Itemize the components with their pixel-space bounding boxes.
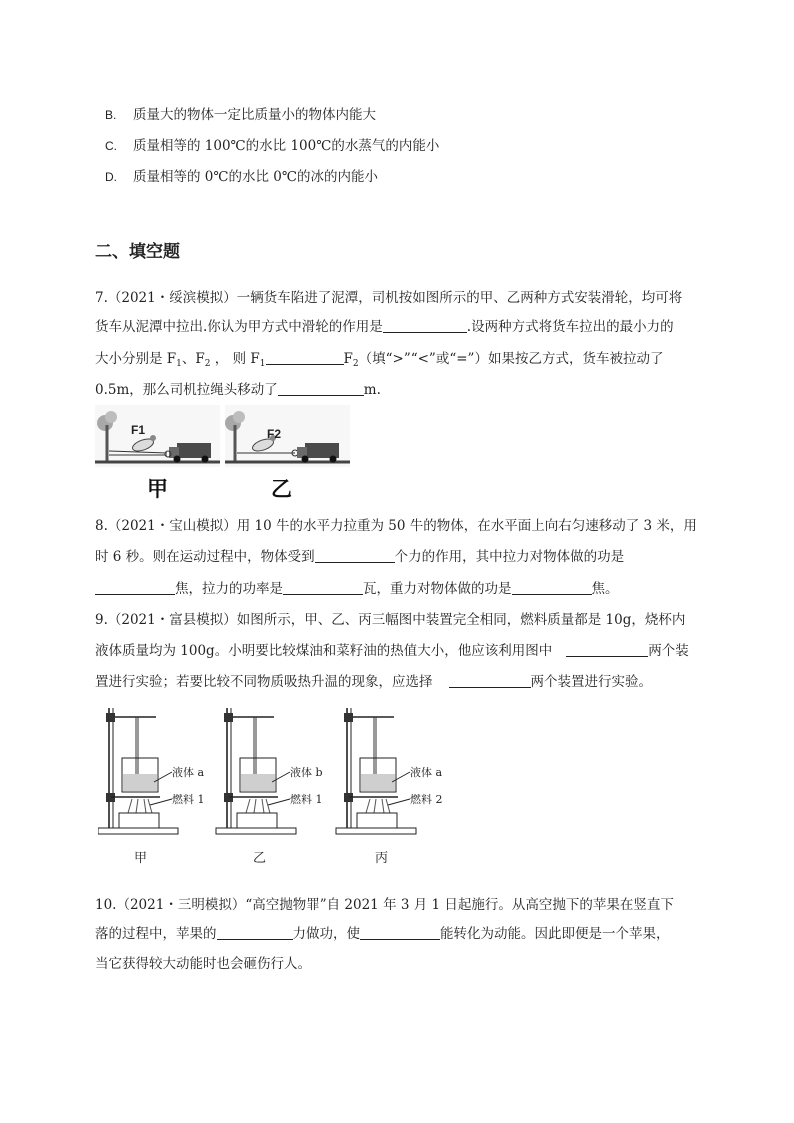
option-text: 质量相等的 100℃的水比 100℃的水蒸气的内能小	[133, 138, 440, 154]
q7-text: 大小分别是 F	[95, 351, 177, 367]
section-title: 二、填空题	[95, 242, 180, 262]
answer-blank[interactable]	[266, 351, 344, 365]
setup-yi	[216, 708, 323, 866]
q9-text: 两个装置进行实验。	[530, 674, 652, 690]
answer-blank[interactable]	[315, 549, 395, 563]
subscript: 2	[204, 359, 211, 369]
figure-caption-yi: 乙	[271, 477, 292, 500]
subscript: 1	[259, 359, 266, 369]
answer-blank[interactable]	[217, 926, 293, 940]
q9-text: 两个装	[648, 643, 689, 659]
option-c	[105, 134, 439, 154]
q10-text: 落的过程中，苹果的	[95, 926, 217, 942]
q8-line-2	[95, 545, 624, 565]
q7-text: F	[343, 351, 353, 367]
q9-text: 置进行实验；若要比较不同物质吸热升温的现象，应选择	[95, 674, 433, 690]
q9-line-2	[95, 639, 689, 659]
answer-blank[interactable]	[95, 581, 175, 595]
q7-line-4	[95, 378, 381, 398]
answer-blank[interactable]	[360, 926, 440, 940]
q10-line-2	[95, 922, 670, 942]
answer-blank[interactable]	[383, 319, 467, 333]
option-d	[105, 165, 378, 185]
pulley-diagram-jia	[95, 405, 220, 467]
q10-text: 能转化为动能。因此即便是一个苹果，	[440, 926, 670, 942]
liquid-label: 液体 b	[290, 766, 323, 779]
q8-text: 焦。	[591, 581, 619, 597]
q8-text: 8.（2021・宝山模拟）用 10 牛的水平力拉重为 50 牛的物体，在水平面上向右匀速移动了 3 米，用	[95, 518, 697, 534]
q7-text: ， 则 F	[210, 351, 260, 367]
q10-text: 10.（2021・三明模拟）“高空抛物罪”自 2021 年 3 月 1 日起施行。从高空抛下的苹果在竖直下	[95, 897, 674, 913]
pulley-diagram-yi	[225, 405, 350, 467]
q7-text: 、F	[181, 351, 205, 367]
answer-blank[interactable]	[283, 581, 363, 595]
q9-text: 9.（2021・富县模拟）如图所示，甲、乙、丙三幅图中装置完全相同，燃料质量都是 10g，烧杯内	[95, 612, 686, 628]
option-text: 质量相等的 0℃的水比 0℃的冰的内能小	[133, 169, 378, 185]
q7-figure	[95, 405, 360, 500]
q7-line-1	[95, 286, 682, 306]
option-label: D.	[105, 170, 117, 184]
q8-text: 瓦，重力对物体做的功是	[363, 581, 512, 597]
figure-caption-jia: 甲	[147, 477, 168, 500]
answer-blank[interactable]	[512, 581, 592, 595]
option-label: B.	[105, 108, 117, 122]
force-label-f2: F2	[267, 427, 282, 441]
q10-line-1	[95, 893, 674, 913]
option-label: C.	[105, 139, 117, 153]
q7-line-3	[95, 347, 663, 369]
q10-text: 力做功，使	[292, 926, 360, 942]
force-label-f1: F1	[131, 423, 146, 437]
q8-text: 个力的作用，其中拉力对物体做的功是	[394, 549, 625, 565]
q9-line-1	[95, 608, 685, 628]
setup-jia	[98, 708, 205, 866]
q9-text: 液体质量均为 100g。小明要比较煤油和菜籽油的热值大小，他应该利用图中	[95, 643, 553, 659]
fuel-label: 燃料 2	[410, 793, 443, 806]
q8-line-1	[95, 514, 697, 534]
q7-text: m.	[363, 382, 381, 398]
subscript: 1	[176, 359, 182, 369]
setup-caption: 甲	[134, 851, 148, 866]
q8-text: 焦，拉力的功率是	[175, 581, 283, 597]
liquid-label: 液体 a	[410, 766, 443, 779]
q8-text: 时 6 秒。则在运动过程中，物体受到	[95, 549, 315, 565]
option-b	[105, 103, 376, 123]
q7-text: 7.（2021・绥滨模拟）一辆货车陷进了泥潭，司机按如图所示的甲、乙两种方式安装滑轮，均可将	[95, 290, 683, 306]
liquid-label: 液体 a	[172, 766, 205, 779]
answer-blank[interactable]	[566, 643, 648, 657]
q10-line-3	[95, 952, 311, 972]
answer-blank[interactable]	[278, 382, 364, 396]
q7-text: 货车从泥潭中拉出.你认为甲方式中滑轮的作用是	[95, 319, 383, 335]
q9-figure	[98, 700, 458, 868]
q7-text: （填“>”“<”或“=”）如果按乙方式，货车被拉动了	[358, 351, 664, 367]
fuel-label: 燃料 1	[290, 793, 323, 806]
setup-caption: 乙	[253, 851, 267, 866]
option-text: 质量大的物体一定比质量小的物体内能大	[133, 107, 376, 123]
q10-text: 当它获得较大动能时也会砸伤行人。	[95, 956, 311, 972]
answer-blank[interactable]	[449, 674, 531, 688]
setup-bing	[336, 708, 443, 866]
q7-line-2	[95, 315, 674, 335]
q8-line-3	[95, 577, 619, 597]
q7-text: .设两种方式将货车拉出的最小力的	[466, 319, 674, 335]
q7-text: 0.5m，那么司机拉绳头移动了	[95, 382, 278, 398]
fuel-label: 燃料 1	[172, 793, 205, 806]
q9-line-3	[95, 670, 652, 690]
subscript: 2	[352, 359, 359, 369]
setup-caption: 丙	[375, 851, 389, 866]
